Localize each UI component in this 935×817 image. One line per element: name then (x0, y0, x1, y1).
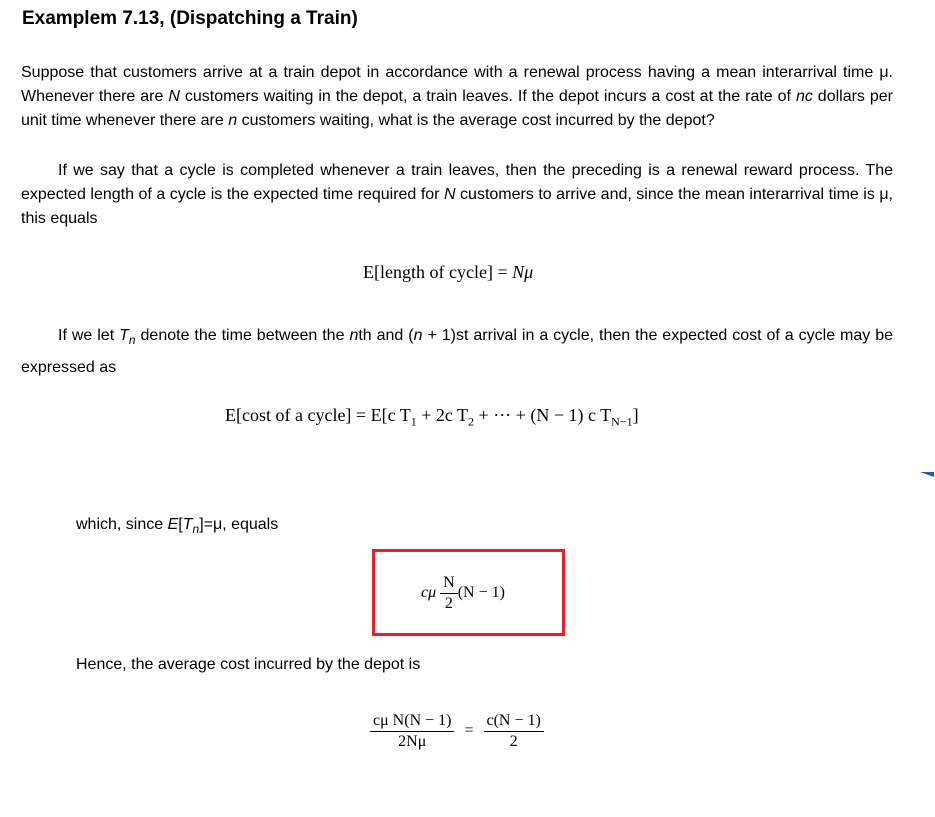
equation-average-cost: $\frac{\text{cμ N(N − 1)}}{2N\mu}$ = $\frac{c(N - 1)}{2}$ (370, 711, 544, 752)
hence-line: Hence, the average cost incurred by the depot is (76, 656, 421, 673)
solution-paragraph-2: If we let $T_n$ denote the time between the nth and (n + 1)st arrival in a cycle, then the expected cost of a cycle may be expressed as (21, 327, 894, 377)
equation-cycle-length: E[length of cycle] = Nμ (363, 262, 534, 282)
fraction-left: $\frac{\text{cμ N(N − 1)}}{2N\mu}$ (370, 711, 454, 752)
equation-cycle-cost: E[cost of a cycle] = E[c $T_1 + 2c$ $T_2$ + ··· + (N − 1) c $T_{N-1}$] (225, 405, 639, 429)
edge-marker-icon (920, 472, 934, 477)
problem-paragraph: Suppose that customers arrive at a train depot in accordance with a renewal process having a mean interarrival time μ. Whenever there are N customers waiting in the depot, a train leaves. If the depot incurs a cost at the rate of nc dollars per unit time whenever there are n customers waiting, what is the average cost incurred by the depot? (21, 64, 894, 129)
equation-highlighted: cμ $\frac{N}{2}$ (N − 1) (421, 574, 505, 612)
which-since-line: which, since $E[T_n]=\mu$, equals (76, 516, 279, 537)
fraction-n-over-2: $\frac{N}{2}$ (440, 573, 458, 614)
solution-paragraph-1: If we say that a cycle is completed whenever a train leaves, then the preceding is a renewal reward process. The expected length of a cycle is the expected time required for N customers to arrive and, since the mean interarrival time is μ, this equals (21, 162, 893, 227)
fraction-right: $\frac{c(N - 1)}{2}$ (484, 711, 544, 752)
example-title: Examplem 7.13, (Dispatching a Train) (22, 8, 358, 29)
